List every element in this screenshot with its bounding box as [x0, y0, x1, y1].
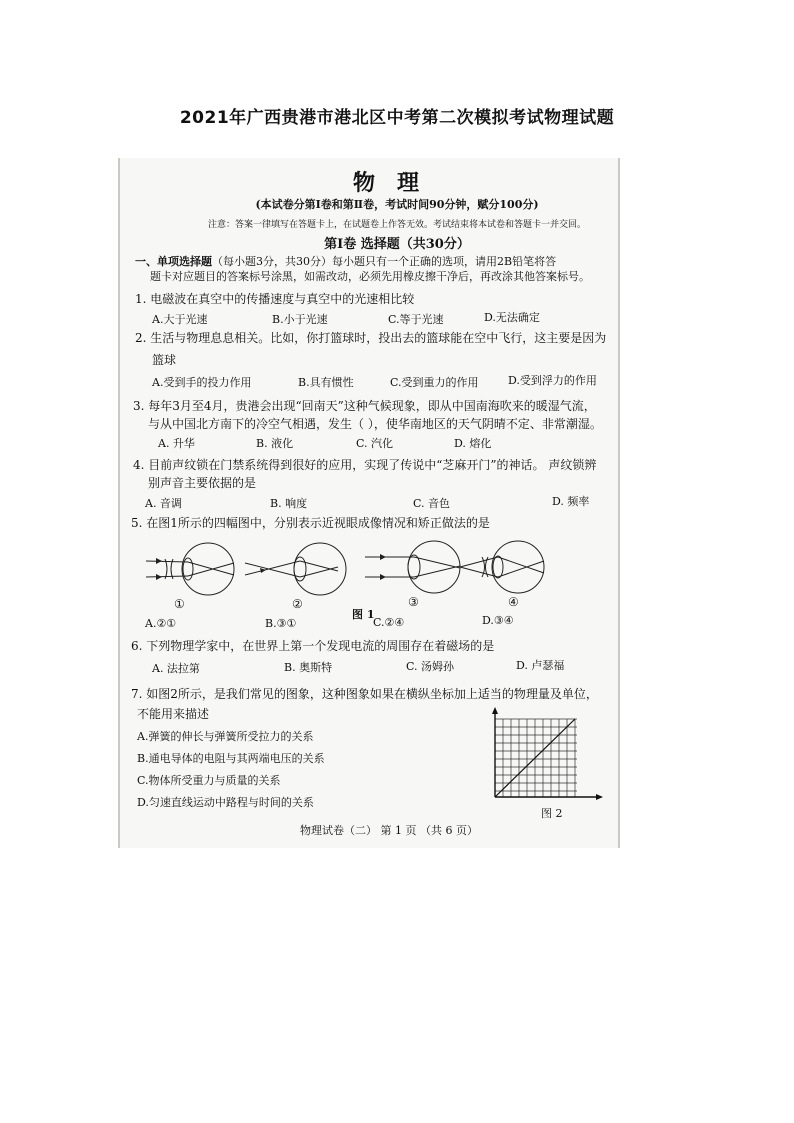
question-4-option-d[interactable]: D. 频率 [552, 495, 590, 508]
exam-info: (本试卷分第Ⅰ卷和第Ⅱ卷，考试时间90分钟，赋分100分) [255, 198, 539, 211]
scan-edge-right [618, 158, 620, 848]
question-2-option-d[interactable]: D.受到浮力的作用 [508, 374, 597, 387]
question-4-option-b[interactable]: B. 响度 [270, 497, 308, 510]
figure-1-label-1: ① [174, 597, 185, 611]
question-1-option-d[interactable]: D.无法确定 [484, 311, 540, 324]
eye-diagram-4 [460, 541, 544, 593]
question-7-stem-2: 不能用来描述 [137, 707, 210, 721]
question-3-option-d[interactable]: D. 熔化 [454, 437, 492, 450]
question-6-option-b[interactable]: B. 奥斯特 [284, 661, 333, 674]
question-6-option-c[interactable]: C. 汤姆孙 [406, 660, 455, 673]
figure-2-x-arrow [596, 794, 603, 800]
question-1-option-c[interactable]: C.等于光速 [388, 313, 444, 326]
question-2-option-a[interactable]: A.受到手的投力作用 [152, 376, 252, 389]
question-6-option-a[interactable]: A. 法拉第 [152, 662, 200, 675]
question-6-option-d[interactable]: D. 卢瑟福 [516, 659, 565, 672]
question-3-option-c[interactable]: C. 汽化 [356, 437, 394, 450]
question-3-stem-2: 与从中国北方南下的冷空气相遇，发生（ ），使华南地区的天气阴晴不定、非常潮湿。 [148, 417, 602, 431]
figure-2-graph [485, 705, 605, 805]
eye-diagram-3 [365, 541, 460, 593]
question-7-option-a[interactable]: A.弹簧的伸长与弹簧所受拉力的关系 [137, 730, 314, 743]
figure-1-label-4: ④ [508, 595, 519, 609]
question-5-stem: 5. 在图1所示的四幅图中，分别表示近视眼成像情况和矫正做法的是 [131, 516, 490, 530]
question-4-option-a[interactable]: A. 音调 [145, 497, 182, 510]
subject-title: 物理 [352, 171, 441, 196]
figure-2-y-arrow [492, 707, 498, 714]
question-3-option-b[interactable]: B. 液化 [256, 437, 294, 450]
question-5-option-a[interactable]: A.②① [145, 617, 177, 630]
part1-heading-line1 [135, 253, 556, 269]
question-4-option-c[interactable]: C. 音色 [413, 497, 451, 510]
question-5-option-d[interactable]: D.③④ [482, 614, 514, 627]
question-4-stem-2: 别声音主要依据的是 [148, 476, 257, 490]
question-3-option-a[interactable]: A. 升华 [158, 437, 195, 450]
part1-instruction-1: （每小题3分，共30分）每小题只有一个正确的选项，请用2B铅笔将答 [212, 255, 557, 268]
eye-diagram-2 [245, 543, 346, 595]
question-3-stem-1: 3. 每年3月至4月，贵港会出现“回南天”这种气候现象，即从中国南海吹来的暖湿气流， [133, 399, 596, 413]
question-5-option-c[interactable]: C.②④ [373, 616, 405, 629]
figure-1-eye-diagrams [140, 535, 560, 615]
question-2-stem-1: 2. 生活与物理息息相关。比如，你打篮球时，投出去的篮球能在空中飞行，这主要是因为 [135, 331, 607, 345]
question-1-option-b[interactable]: B.小于光速 [272, 313, 328, 326]
question-6-stem: 6. 下列物理学家中，在世界上第一个发现电流的周围存在着磁场的是 [131, 639, 495, 653]
question-2-option-b[interactable]: B.具有惯性 [298, 376, 354, 389]
figure-2-caption: 图 2 [541, 807, 563, 820]
question-7-option-d[interactable]: D.匀速直线运动中路程与时间的关系 [137, 796, 314, 809]
part1-instruction-2: 题卡对应题目的答案标号涂黑，如需改动，必须先用橡皮擦干净后，再改涂其他答案标号。 [150, 270, 590, 283]
figure-1-caption: 图 1 [352, 608, 375, 621]
question-2-stem-2: 篮球 [152, 353, 177, 367]
question-2-option-c[interactable]: C.受到重力的作用 [390, 376, 479, 389]
page-footer: 物理试卷（二） 第 1 页 （共 6 页） [300, 824, 478, 837]
question-5-option-b[interactable]: B.③① [265, 617, 297, 630]
notice: 注意：答案一律填写在答题卡上，在试题卷上作答无效。考试结束将本试卷和答题卡一并交回。 [207, 220, 586, 230]
question-4-stem-1: 4. 目前声纹锁在门禁系统得到很好的应用，实现了传说中“芝麻开门”的神话。 声纹锁辨 [133, 458, 597, 472]
figure-1-label-3: ③ [408, 595, 419, 609]
question-1-option-a[interactable]: A.大于光速 [152, 313, 208, 326]
question-7-stem-1: 7. 如图2所示，是我们常见的图象，这种图象如果在横纵坐标加上适当的物理量及单位， [131, 687, 598, 701]
question-7-option-b[interactable]: B.通电导体的电阻与其两端电压的关系 [137, 752, 325, 765]
document-title: 2021年广西贵港市港北区中考第二次模拟考试物理试题 [179, 108, 615, 128]
question-7-option-c[interactable]: C.物体所受重力与质量的关系 [137, 774, 281, 787]
section-title: 第Ⅰ卷 选择题（共30分） [324, 237, 470, 252]
part1-heading: 一、单项选择题 [135, 255, 212, 268]
eye-diagram-1 [146, 543, 234, 595]
scan-edge-left [118, 158, 120, 848]
question-1-stem: 1. 电磁波在真空中的传播速度与真空中的光速相比较 [135, 292, 415, 306]
figure-1-label-2: ② [292, 597, 303, 611]
